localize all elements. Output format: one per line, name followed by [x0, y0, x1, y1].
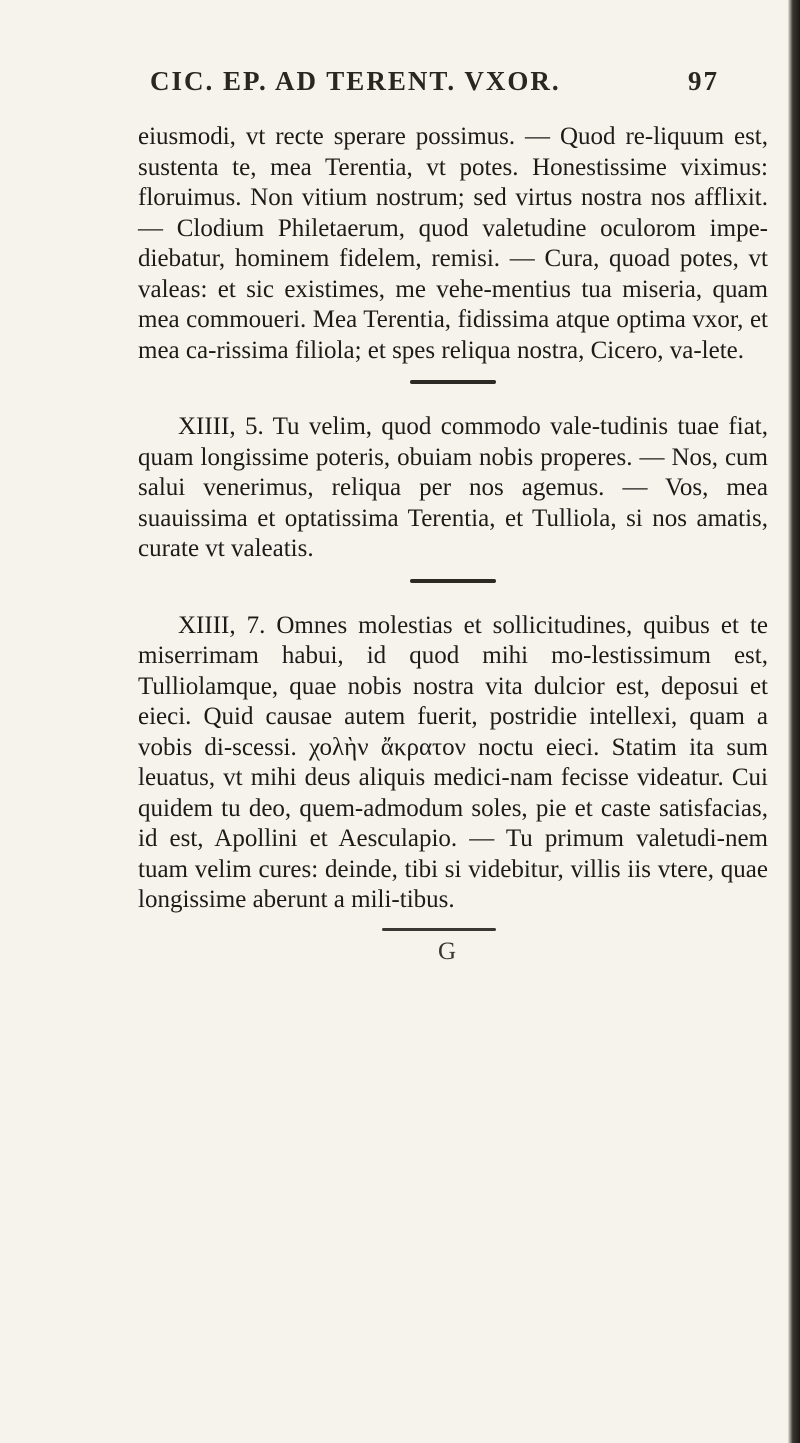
body-text [138, 122, 768, 916]
bottom-divider [382, 928, 496, 931]
page-number: 97 [688, 66, 719, 96]
section-divider-1 [410, 380, 496, 384]
section-divider-2 [410, 579, 496, 583]
paragraph-3: XIIII, 7. Omnes molestias et sollicitudines, quibus et te miserrimam habui, id quod mihi mo-lestissimum est, Tulliolamque, quae nobis nostra vita dulcior est, deposui et eieci. Quid causae autem fuerit, postridie intellexi, quam a vobis di-scessi. χολὴν ἄκρατον noctu eieci. Statim ita sum leuatus, vt mihi deus aliquis medici-nam fecisse videatur. Cui quidem tu deo, quem-admodum soles, pie et caste satisfacias, id est, Apollini et Aesculapio. — Tu primum valetudi-nem tuam velim cures: deinde, tibi si videbitur, villis iis vtere, quae longissime aberunt a mili-tibus. [138, 611, 768, 913]
catchword: G [438, 938, 457, 965]
page-edge-shadow [788, 0, 800, 1443]
paragraph-2: XIIII, 5. Tu velim, quod commodo vale-tudinis tuae fiat, quam longissime poteris, obuiam nobis properes. — Nos, cum salui venerimus, reliqua per nos agemus. — Vos, mea suauissima et optatissima Terentia, et Tulliola, si nos amatis, curate vt valeatis. [138, 413, 768, 562]
paragraph-1: eiusmodi, vt recte sperare possimus. — Quod re-liquum est, sustenta te, mea Terentia, vt potes. Honestissime viximus: floruimus. Non vitium nostrum; sed virtus nostra nos afflixit. — Clodium Philetaerum, quod valetudine oculorom impe-diebatur, hominem fidelem, remisi. — Cura, quoad potes, vt valeas: et sic existimes, me vehe-mentius tua miseria, quam mea commoueri. Mea Terentia, fidissima atque optima vxor, et mea ca-rissima filiola; et spes reliqua nostra, Cicero, va-lete. [138, 123, 768, 364]
header-title: CIC. EP. AD TERENT. VXOR. [150, 66, 561, 96]
